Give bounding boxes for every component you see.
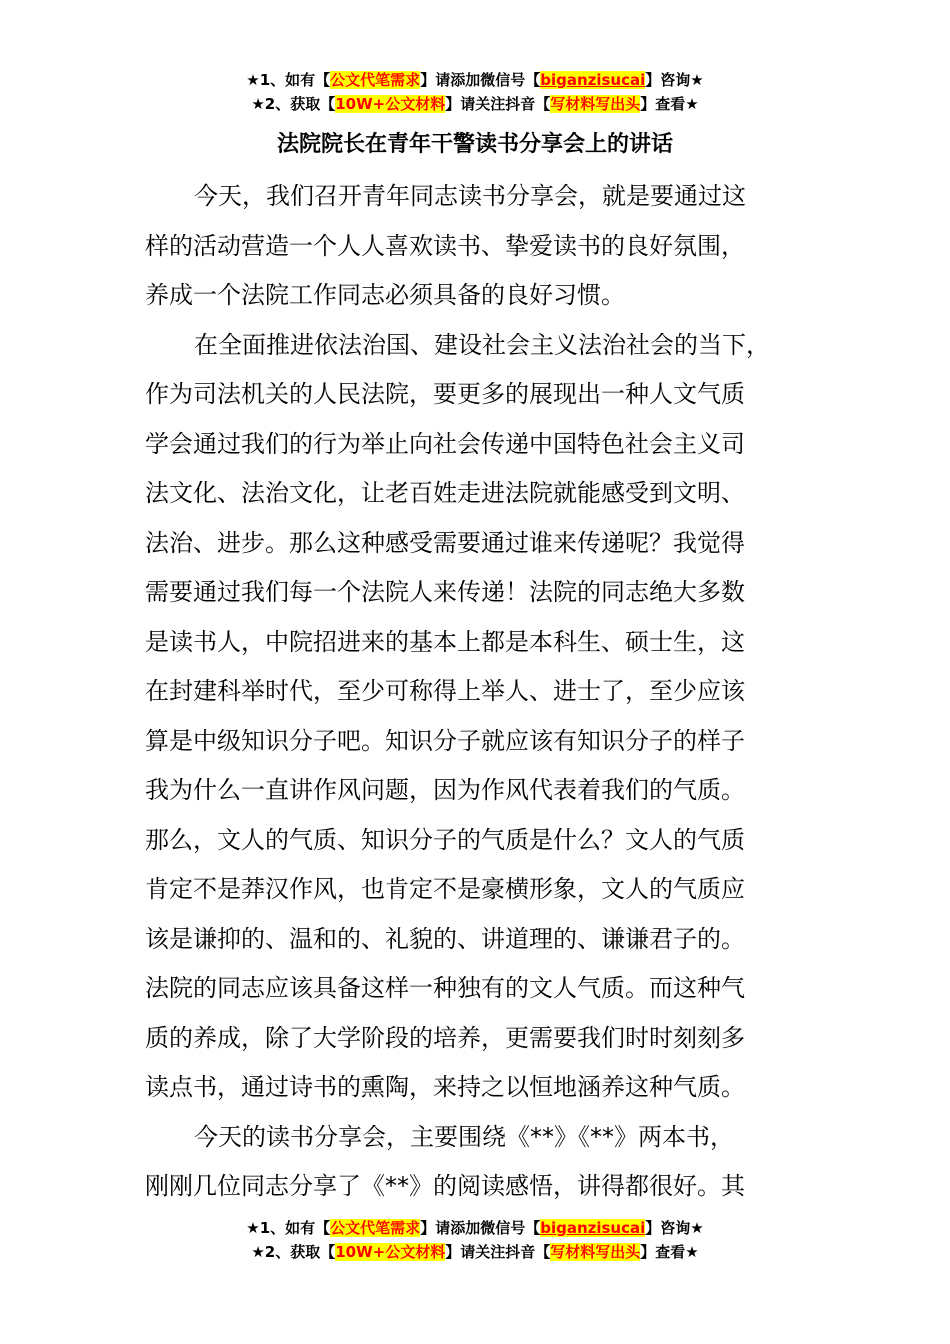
text-line: 是读书人，中院招进来的基本上都是本科生、硕士生，这 [145, 627, 745, 656]
text-line: 法文化、法治文化，让老百姓走进法院就能感受到文明、 [145, 479, 745, 507]
text-line: 在封建科举时代，至少可称得上举人、进士了，至少应该 [145, 677, 745, 705]
text-line: 肯定不是莽汉作风，也肯定不是豪横形象，文人的气质应 [145, 875, 745, 903]
text-line: 刚刚几位同志分享了《**》的阅读感悟，讲得都很好。其 [145, 1172, 745, 1200]
banner-text: ★2、获取【 [251, 1243, 336, 1261]
banner-text: ★1、如有【 [246, 1219, 331, 1237]
highlight-douyin-account: 写材料写出头 [550, 95, 641, 113]
text-line: 今天，我们召开青年同志读书分享会，就是要通过这 [194, 182, 746, 210]
text-line: 样的活动营造一个人人喜欢读书、挚爱读书的良好氛围， [145, 231, 745, 260]
document-title: 法院院长在青年干警读书分享会上的讲话 [276, 132, 673, 157]
banner-text: 】请关注抖音【 [445, 1243, 551, 1261]
text-line: 法治、进步。那么这种感受需要通过谁来传递呢？我觉得 [145, 528, 745, 557]
highlight-douyin-account: 写材料写出头 [550, 1243, 641, 1261]
banner-line-1 [0, 1216, 950, 1240]
text-line: 算是中级知识分子吧。知识分子就应该有知识分子的样子 [145, 726, 745, 755]
highlight-service: 公文代笔需求 [330, 71, 421, 89]
banner-line-2 [0, 1240, 950, 1264]
banner-text: 】查看★ [640, 95, 699, 113]
text-line: 学会通过我们的行为举止向社会传递中国特色社会主义司 [145, 429, 745, 458]
highlight-wechat-id: biganzisucai [540, 1219, 646, 1237]
text-line: 今天的读书分享会，主要围绕《**》《**》两本书， [194, 1122, 734, 1151]
header-banner [0, 68, 950, 116]
text-line: 读点书，通过诗书的熏陶，来持之以恒地涵养这种气质。 [145, 1073, 745, 1101]
text-line: 需要通过我们每一个法院人来传递！法院的同志绝大多数 [145, 578, 745, 606]
banner-text: 】请添加微信号【 [420, 71, 541, 89]
banner-line-1 [0, 68, 950, 92]
banner-text: 】请添加微信号【 [420, 1219, 541, 1237]
highlight-materials: 10W+公文材料 [335, 1243, 446, 1261]
banner-text: 】咨询★ [645, 71, 704, 89]
banner-text: 】咨询★ [645, 1219, 704, 1237]
banner-text: 】请关注抖音【 [445, 95, 551, 113]
text-line: 在全面推进依法治国、建设社会主义法治社会的当下， [194, 330, 770, 359]
banner-text: 】查看★ [640, 1243, 699, 1261]
banner-text: ★2、获取【 [251, 95, 336, 113]
highlight-service: 公文代笔需求 [330, 1219, 421, 1237]
highlight-materials: 10W+公文材料 [335, 95, 446, 113]
text-line: 那么，文人的气质、知识分子的气质是什么？文人的气质 [145, 825, 745, 854]
text-line: 我为什么一直讲作风问题，因为作风代表着我们的气质。 [145, 776, 745, 804]
document-body [0, 172, 950, 1212]
text-line: 作为司法机关的人民法院，要更多的展现出一种人文气质 [145, 380, 745, 408]
highlight-wechat-id: biganzisucai [540, 71, 646, 89]
banner-line-2 [0, 92, 950, 116]
text-line: 质的养成，除了大学阶段的培养，更需要我们时时刻刻多 [145, 1023, 745, 1052]
text-line: 法院的同志应该具备这样一种独有的文人气质。而这种气 [145, 974, 745, 1002]
text-line: 该是谦抑的、温和的、礼貌的、讲道理的、谦谦君子的。 [145, 924, 745, 953]
banner-text: ★1、如有【 [246, 71, 331, 89]
footer-banner [0, 1216, 950, 1264]
text-line: 养成一个法院工作同志必须具备的良好习惯。 [145, 281, 625, 309]
